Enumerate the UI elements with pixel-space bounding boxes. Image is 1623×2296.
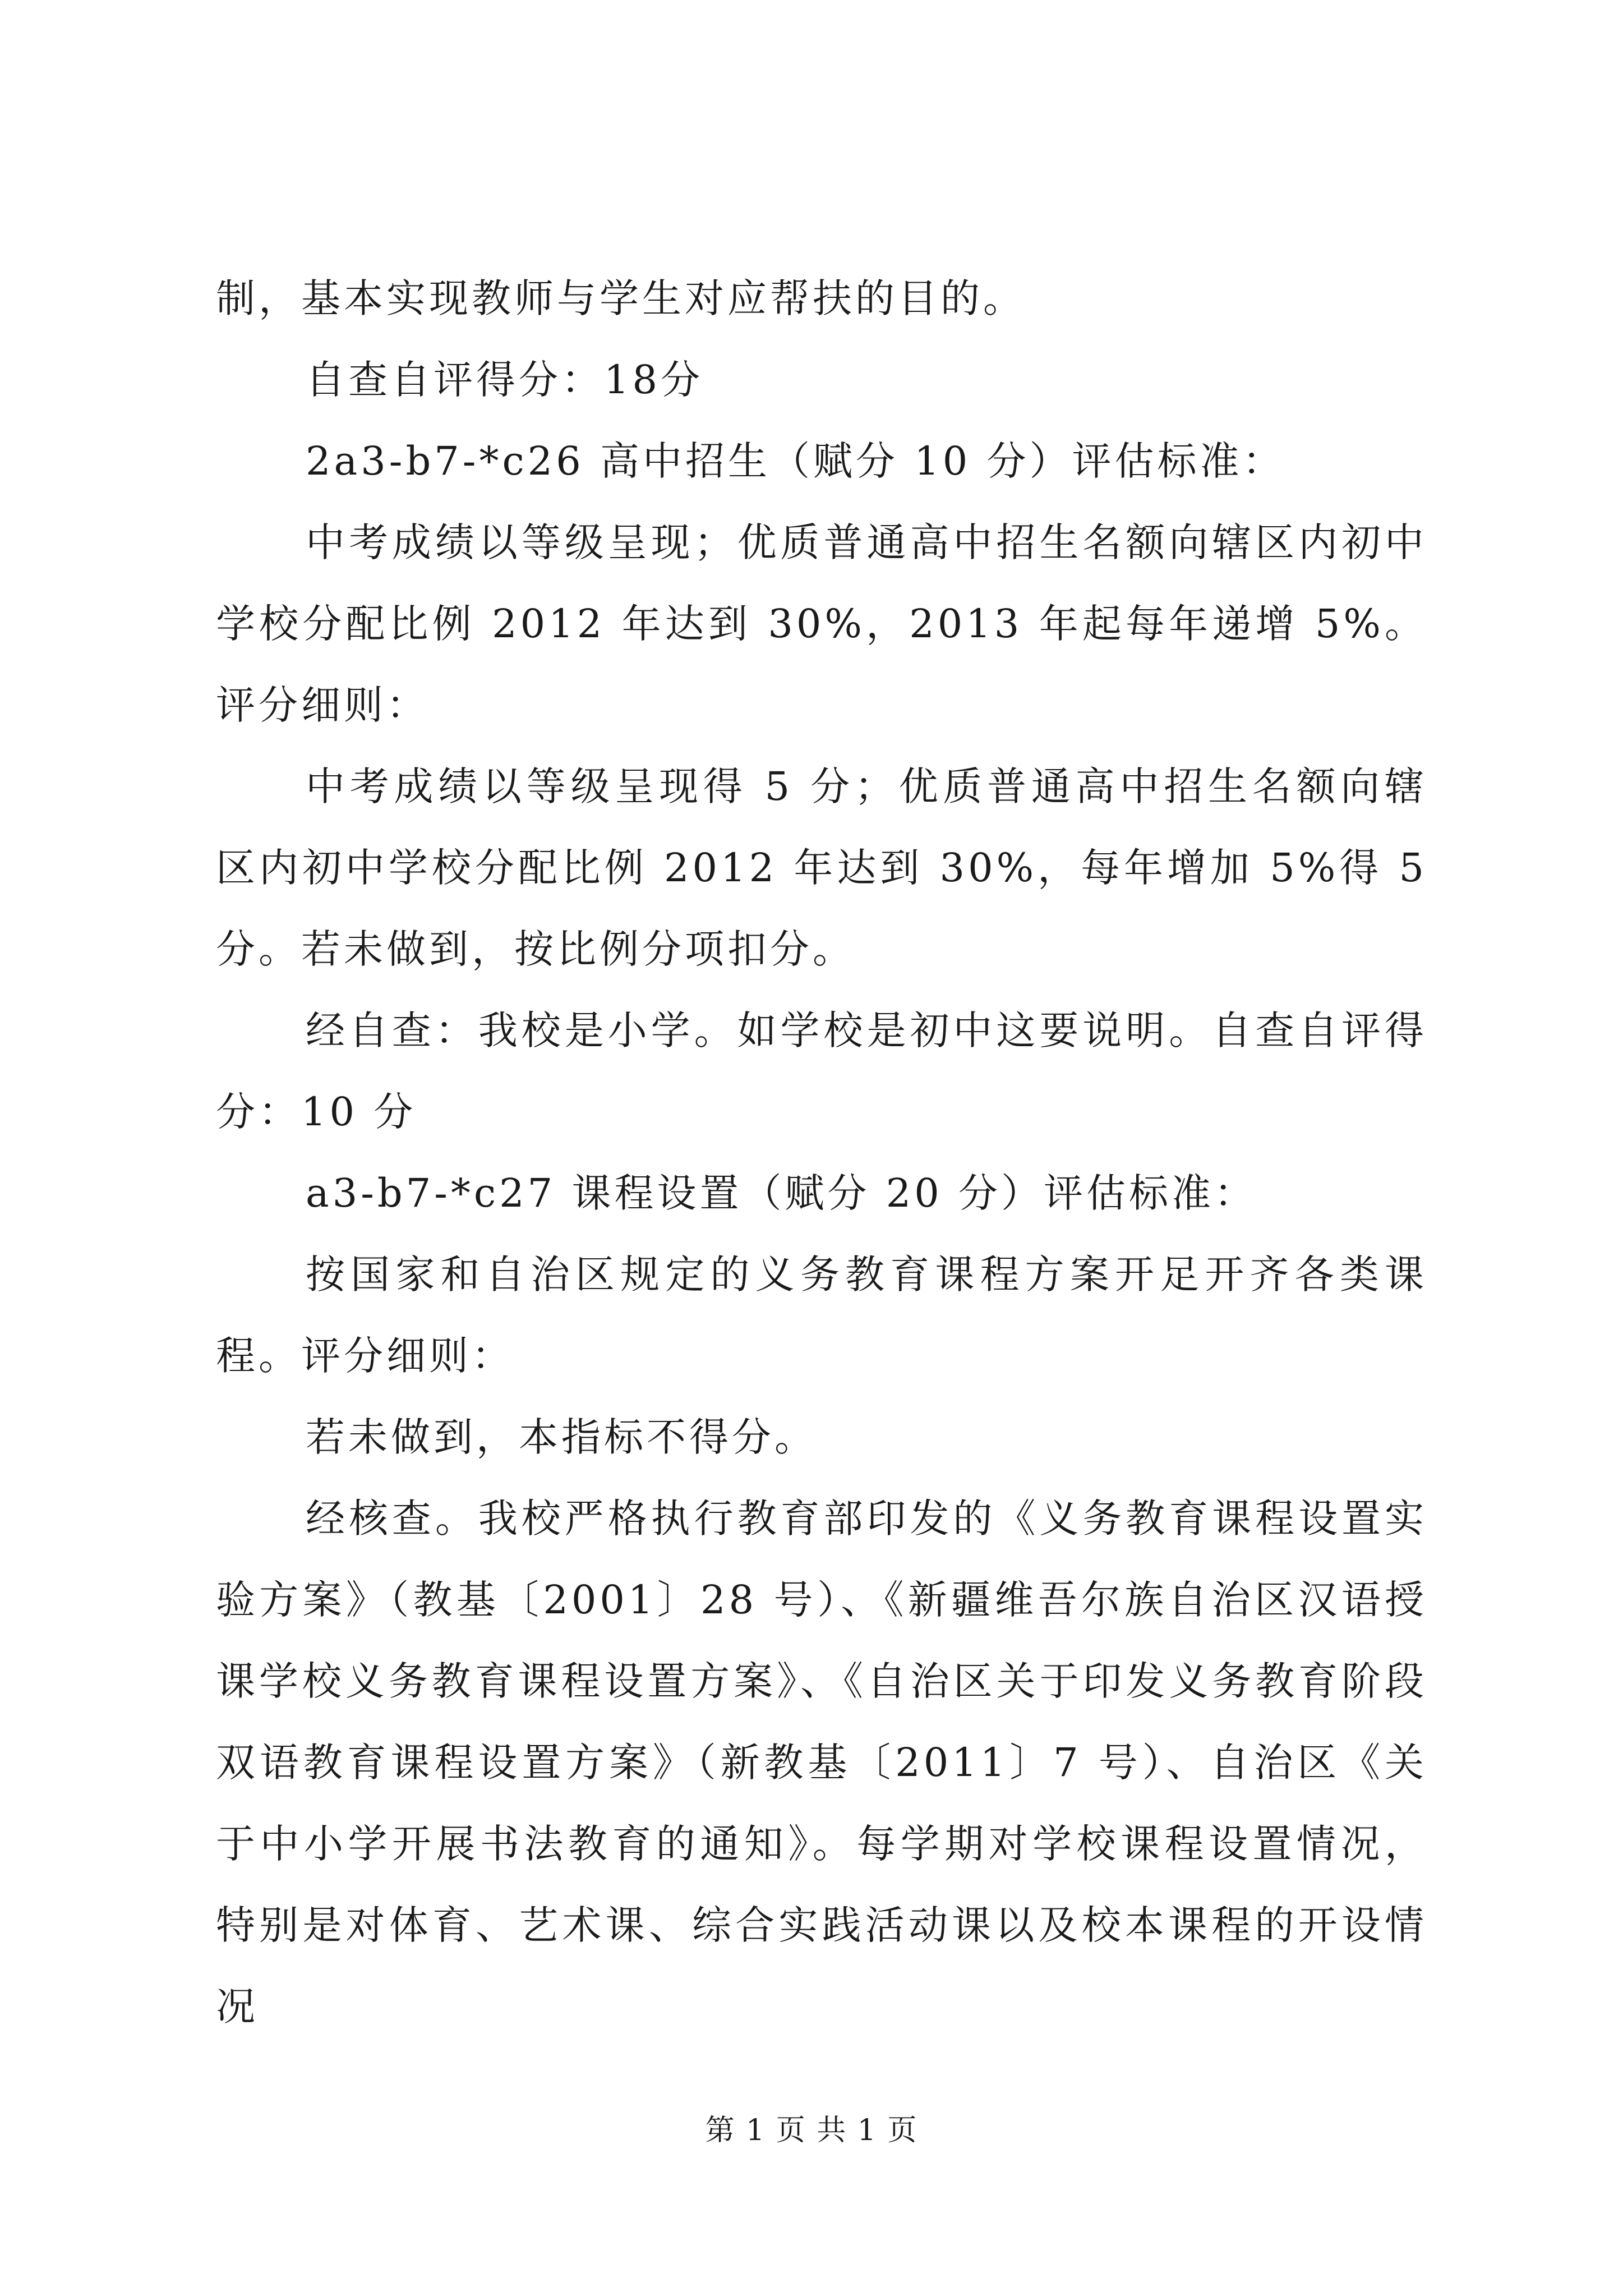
page-footer: 第 1 页 共 1 页 <box>705 2114 918 2147</box>
paragraph-standard-c26: 中考成绩以等级呈现；优质普通高中招生名额向辖区内初中学校分配比例 2012 年达到 30%，2013 年起每年递增 5%。评分细则： <box>216 519 1427 728</box>
paragraph-standard-c27: 按国家和自治区规定的义务教育课程方案开足开齐各类课程。评分细则： <box>216 1251 1427 1379</box>
paragraph-self-check-c26: 经自查：我校是小学。如学校是初中这要说明。自查自评得分：10 分 <box>216 1007 1427 1135</box>
paragraph-rules-c27: 若未做到，本指标不得分。 <box>306 1414 817 1460</box>
paragraph-heading-c27: a3-b7-*c27 课程设置（赋分 20 分）评估标准： <box>306 1170 1257 1216</box>
paragraph-continuation: 制，基本实现教师与学生对应帮扶的目的。 <box>216 275 1026 321</box>
paragraph-rules-c26: 中考成绩以等级呈现得 5 分；优质普通高中招生名额向辖区内初中学校分配比例 2012 年达到 30%，每年增加 5%得 5 分。若未做到，按比例分项扣分。 <box>216 763 1427 972</box>
document-body <box>216 258 1427 2047</box>
paragraph-heading-c26: 2a3-b7-*c26 高中招生（赋分 10 分）评估标准： <box>306 438 1285 484</box>
paragraph-verification-c27: 经核查。我校严格执行教育部印发的《义务教育课程设置实验方案》（教基〔2001〕28 号）、《新疆维吾尔族自治区汉语授课学校义务教育课程设置方案》、《自治区关于印发义务教育阶段双语教育课程设置方案》（新教基〔2011〕7 号）、自治区《关于中小学开展书法教育的通知》。每学期对学校课程设置情况，特别是对体育、艺术课、综合实践活动课以及校本课程的开设情况 <box>216 1496 1427 2030</box>
paragraph-self-score-1: 自查自评得分：18分 <box>306 357 704 403</box>
